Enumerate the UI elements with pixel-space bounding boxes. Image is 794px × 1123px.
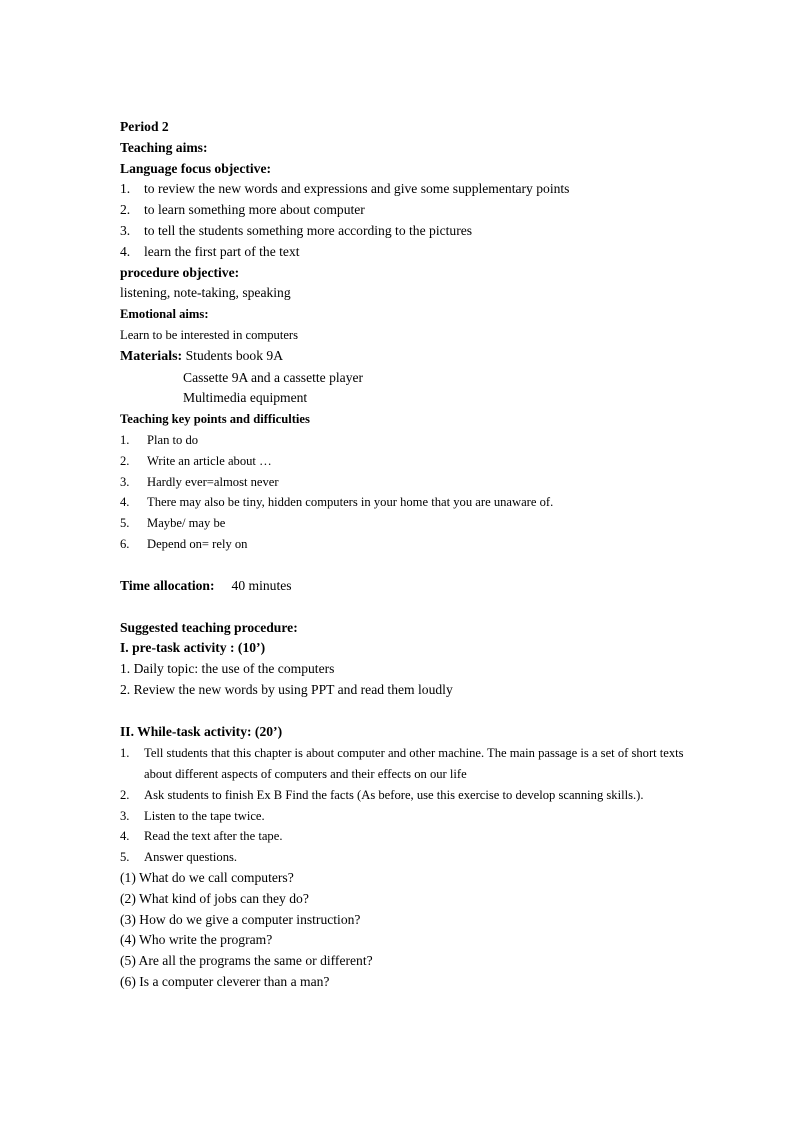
questions-list xyxy=(120,868,690,993)
spacer xyxy=(120,701,690,722)
list-item: 5. Answer questions. xyxy=(120,850,238,865)
list-item: 2. Ask students to finish Ex B Find the facts (As before, use this exercise to develop scanning skills.). xyxy=(120,787,644,802)
list-item: 1. Plan to do xyxy=(120,432,199,447)
period-title: Period 2 xyxy=(120,119,169,134)
question-item: (4) Who write the program? xyxy=(120,932,273,948)
emotional-heading: Emotional aims: xyxy=(120,307,209,322)
list-item: 3. Hardly ever=almost never xyxy=(120,474,279,489)
materials-item: Students book 9A xyxy=(185,347,284,363)
time-label: Time allocation: xyxy=(120,577,215,593)
language-focus-list xyxy=(120,179,690,262)
question-item: (3) How do we give a computer instruction? xyxy=(120,911,361,927)
key-points-list xyxy=(120,430,690,555)
question-item: (2) What kind of jobs can they do? xyxy=(120,890,309,906)
while-task-heading: II. While-task activity: (20’) xyxy=(120,723,283,739)
list-item: 6. Depend on= rely on xyxy=(120,536,248,551)
teaching-aims-heading: Teaching aims: xyxy=(120,139,208,155)
procedure-heading: procedure objective: xyxy=(120,264,240,280)
time-value: 40 minutes xyxy=(231,577,292,593)
materials-item: Cassette 9A and a cassette player xyxy=(183,369,364,385)
language-focus-heading: Language focus objective: xyxy=(120,160,272,176)
spacer xyxy=(120,597,690,618)
list-item: 5. Maybe/ may be xyxy=(120,516,226,531)
pre-task-heading: I. pre-task activity : (10’) xyxy=(120,640,266,656)
key-points-heading: Teaching key points and difficulties xyxy=(120,412,310,427)
list-item: 1. Tell students that this chapter is about computer and other machine. The main passage is a set of short texts about different aspects of computers and their effects on our life xyxy=(120,745,684,781)
materials-line xyxy=(120,346,690,368)
materials-label: Materials: xyxy=(120,348,183,364)
suggested-heading: Suggested teaching procedure: xyxy=(120,619,298,635)
list-item: 1. to review the new words and expressions and give some supplementary points xyxy=(120,181,570,197)
question-item: (5) Are all the programs the same or different? xyxy=(120,953,373,969)
list-item: 3. Listen to the tape twice. xyxy=(120,808,265,823)
time-allocation xyxy=(120,576,690,597)
question-item: (1) What do we call computers? xyxy=(120,869,294,885)
list-item: 4. Read the text after the tape. xyxy=(120,829,283,844)
while-task-list xyxy=(120,743,690,868)
pre-task-item: 1. Daily topic: the use of the computers xyxy=(120,661,335,677)
list-item: 4. learn the first part of the text xyxy=(120,243,300,259)
question-item: (6) Is a computer cleverer than a man? xyxy=(120,973,330,989)
pre-task-item: 2. Review the new words by using PPT and read them loudly xyxy=(120,681,453,697)
procedure-text: listening, note-taking, speaking xyxy=(120,285,291,301)
list-item: 2. to learn something more about computer xyxy=(120,202,365,218)
emotional-text: Learn to be interested in computers xyxy=(120,327,298,342)
document-page xyxy=(120,117,690,993)
list-item: 3. to tell the students something more according to the pictures xyxy=(120,222,473,238)
spacer xyxy=(120,555,690,576)
materials-item: Multimedia equipment xyxy=(183,390,308,406)
list-item: 2. Write an article about … xyxy=(120,453,272,468)
list-item: 4. There may also be tiny, hidden computers in your home that you are unaware of. xyxy=(120,495,554,510)
